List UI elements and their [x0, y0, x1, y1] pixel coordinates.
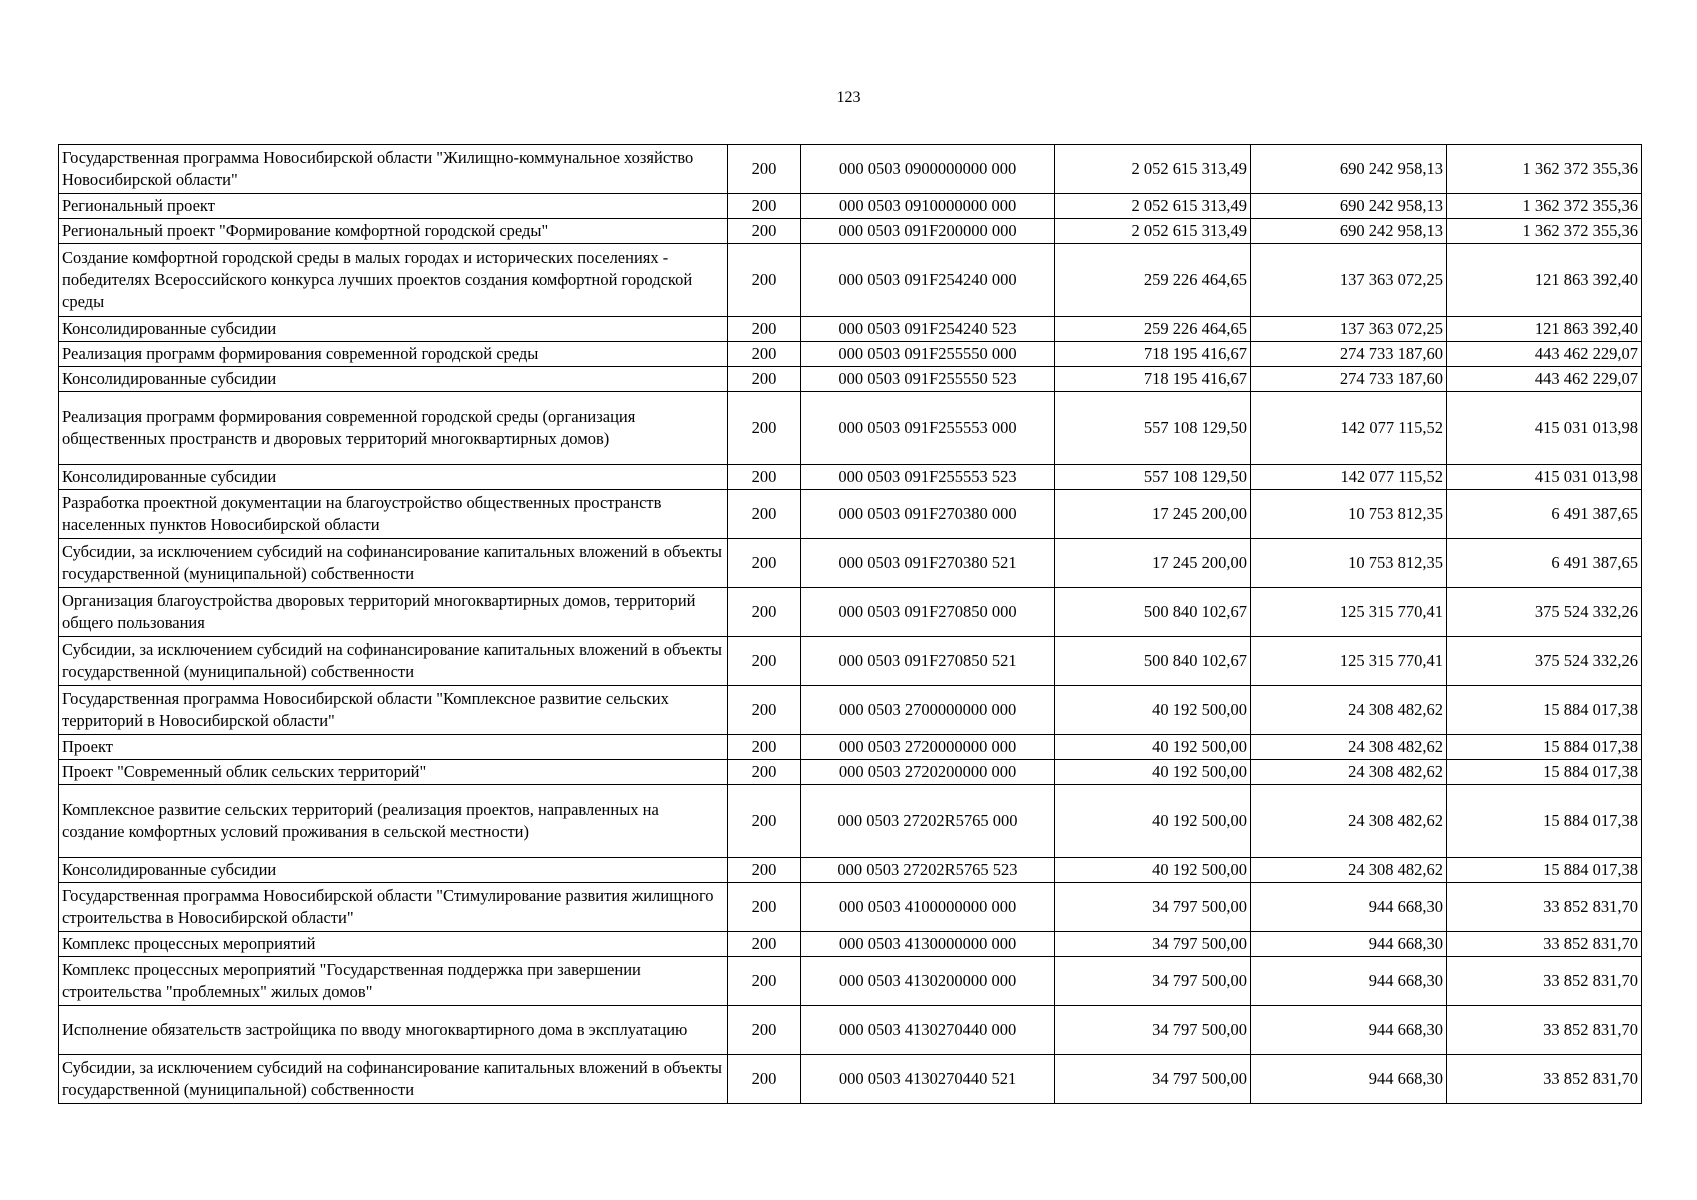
- row-approved-amount-cell: 2 052 615 313,49: [1055, 194, 1251, 219]
- row-approved-amount-cell: 500 840 102,67: [1055, 588, 1251, 637]
- row-executed-amount-cell: 944 668,30: [1251, 1006, 1447, 1055]
- row-remaining-amount-cell: 33 852 831,70: [1447, 1055, 1642, 1104]
- row-approved-amount-cell: 40 192 500,00: [1055, 858, 1251, 883]
- row-executed-amount-cell: 142 077 115,52: [1251, 392, 1447, 465]
- row-name-cell: Консолидированные субсидии: [59, 858, 728, 883]
- row-name-cell: Комплексное развитие сельских территорий (реализация проектов, направленных на создание комфортных условий проживания в сельской местности): [59, 785, 728, 858]
- row-name-cell: Государственная программа Новосибирской области "Жилищно-коммунальное хозяйство Новосибирской области": [59, 145, 728, 194]
- row-budget-code-cell: 000 0503 27202R5765 523: [801, 858, 1055, 883]
- row-executed-amount-cell: 690 242 958,13: [1251, 219, 1447, 244]
- row-approved-amount-cell: 718 195 416,67: [1055, 367, 1251, 392]
- row-approved-amount-cell: 40 192 500,00: [1055, 760, 1251, 785]
- row-remaining-amount-cell: 33 852 831,70: [1447, 883, 1642, 932]
- table-row: [59, 858, 1642, 883]
- row-admin-code-cell: 200: [728, 342, 801, 367]
- row-executed-amount-cell: 690 242 958,13: [1251, 194, 1447, 219]
- row-executed-amount-cell: 944 668,30: [1251, 932, 1447, 957]
- row-name-cell: Региональный проект "Формирование комфортной городской среды": [59, 219, 728, 244]
- table-row: [59, 588, 1642, 637]
- row-remaining-amount-cell: 1 362 372 355,36: [1447, 145, 1642, 194]
- row-remaining-amount-cell: 15 884 017,38: [1447, 785, 1642, 858]
- table-row: [59, 1055, 1642, 1104]
- row-budget-code-cell: 000 0503 0910000000 000: [801, 194, 1055, 219]
- row-name-cell: Организация благоустройства дворовых территорий многоквартирных домов, территорий общего пользования: [59, 588, 728, 637]
- row-name-cell: Реализация программ формирования современной городской среды: [59, 342, 728, 367]
- row-name-cell: Исполнение обязательств застройщика по вводу многоквартирного дома в эксплуатацию: [59, 1006, 728, 1055]
- row-admin-code-cell: 200: [728, 957, 801, 1006]
- row-approved-amount-cell: 2 052 615 313,49: [1055, 145, 1251, 194]
- row-name-cell: Государственная программа Новосибирской области "Стимулирование развития жилищного строительства в Новосибирской области": [59, 883, 728, 932]
- row-remaining-amount-cell: 6 491 387,65: [1447, 539, 1642, 588]
- row-admin-code-cell: 200: [728, 858, 801, 883]
- table-row: [59, 785, 1642, 858]
- row-budget-code-cell: 000 0503 2720200000 000: [801, 760, 1055, 785]
- row-name-cell: Консолидированные субсидии: [59, 317, 728, 342]
- row-approved-amount-cell: 34 797 500,00: [1055, 932, 1251, 957]
- row-budget-code-cell: 000 0503 091F200000 000: [801, 219, 1055, 244]
- row-remaining-amount-cell: 33 852 831,70: [1447, 957, 1642, 1006]
- row-executed-amount-cell: 125 315 770,41: [1251, 588, 1447, 637]
- row-remaining-amount-cell: 33 852 831,70: [1447, 1006, 1642, 1055]
- row-name-cell: Проект "Современный облик сельских территорий": [59, 760, 728, 785]
- table-row: [59, 145, 1642, 194]
- row-remaining-amount-cell: 121 863 392,40: [1447, 317, 1642, 342]
- row-name-cell: Разработка проектной документации на благоустройство общественных пространств населенных пунктов Новосибирской области: [59, 490, 728, 539]
- row-budget-code-cell: 000 0503 091F255553 000: [801, 392, 1055, 465]
- row-admin-code-cell: 200: [728, 392, 801, 465]
- table-row: [59, 686, 1642, 735]
- row-admin-code-cell: 200: [728, 588, 801, 637]
- row-remaining-amount-cell: 15 884 017,38: [1447, 686, 1642, 735]
- row-approved-amount-cell: 500 840 102,67: [1055, 637, 1251, 686]
- row-admin-code-cell: 200: [728, 490, 801, 539]
- row-name-cell: Комплекс процессных мероприятий "Государственная поддержка при завершении строительства "проблемных" жилых домов": [59, 957, 728, 1006]
- row-admin-code-cell: 200: [728, 539, 801, 588]
- row-admin-code-cell: 200: [728, 1006, 801, 1055]
- row-admin-code-cell: 200: [728, 686, 801, 735]
- row-budget-code-cell: 000 0503 091F255550 523: [801, 367, 1055, 392]
- row-remaining-amount-cell: 375 524 332,26: [1447, 588, 1642, 637]
- row-remaining-amount-cell: 443 462 229,07: [1447, 367, 1642, 392]
- table-row: [59, 194, 1642, 219]
- row-name-cell: Региональный проект: [59, 194, 728, 219]
- row-approved-amount-cell: 34 797 500,00: [1055, 957, 1251, 1006]
- row-name-cell: Субсидии, за исключением субсидий на софинансирование капитальных вложений в объекты государственной (муниципальной) собственности: [59, 1055, 728, 1104]
- row-approved-amount-cell: 2 052 615 313,49: [1055, 219, 1251, 244]
- row-name-cell: Государственная программа Новосибирской области "Комплексное развитие сельских территорий в Новосибирской области": [59, 686, 728, 735]
- row-budget-code-cell: 000 0503 4130000000 000: [801, 932, 1055, 957]
- row-admin-code-cell: 200: [728, 760, 801, 785]
- row-budget-code-cell: 000 0503 2700000000 000: [801, 686, 1055, 735]
- row-budget-code-cell: 000 0503 091F270850 521: [801, 637, 1055, 686]
- row-approved-amount-cell: 259 226 464,65: [1055, 244, 1251, 317]
- row-remaining-amount-cell: 15 884 017,38: [1447, 760, 1642, 785]
- row-approved-amount-cell: 34 797 500,00: [1055, 883, 1251, 932]
- row-name-cell: Комплекс процессных мероприятий: [59, 932, 728, 957]
- row-approved-amount-cell: 557 108 129,50: [1055, 392, 1251, 465]
- row-admin-code-cell: 200: [728, 145, 801, 194]
- row-admin-code-cell: 200: [728, 367, 801, 392]
- row-name-cell: Проект: [59, 735, 728, 760]
- row-executed-amount-cell: 10 753 812,35: [1251, 490, 1447, 539]
- row-executed-amount-cell: 24 308 482,62: [1251, 735, 1447, 760]
- table-row: [59, 244, 1642, 317]
- row-approved-amount-cell: 34 797 500,00: [1055, 1055, 1251, 1104]
- row-budget-code-cell: 000 0503 27202R5765 000: [801, 785, 1055, 858]
- row-approved-amount-cell: 40 192 500,00: [1055, 686, 1251, 735]
- table-row: [59, 490, 1642, 539]
- row-remaining-amount-cell: 121 863 392,40: [1447, 244, 1642, 317]
- table-row: [59, 760, 1642, 785]
- row-remaining-amount-cell: 33 852 831,70: [1447, 932, 1642, 957]
- row-admin-code-cell: 200: [728, 465, 801, 490]
- row-budget-code-cell: 000 0503 091F270380 521: [801, 539, 1055, 588]
- table-row: [59, 392, 1642, 465]
- row-admin-code-cell: 200: [728, 317, 801, 342]
- row-executed-amount-cell: 142 077 115,52: [1251, 465, 1447, 490]
- row-name-cell: Реализация программ формирования современной городской среды (организация общественных пространств и дворовых территорий многоквартирных домов): [59, 392, 728, 465]
- row-budget-code-cell: 000 0503 0900000000 000: [801, 145, 1055, 194]
- row-budget-code-cell: 000 0503 2720000000 000: [801, 735, 1055, 760]
- row-approved-amount-cell: 40 192 500,00: [1055, 785, 1251, 858]
- table-row: [59, 342, 1642, 367]
- row-executed-amount-cell: 274 733 187,60: [1251, 367, 1447, 392]
- row-executed-amount-cell: 24 308 482,62: [1251, 686, 1447, 735]
- row-executed-amount-cell: 944 668,30: [1251, 1055, 1447, 1104]
- row-admin-code-cell: 200: [728, 932, 801, 957]
- row-remaining-amount-cell: 443 462 229,07: [1447, 342, 1642, 367]
- row-admin-code-cell: 200: [728, 1055, 801, 1104]
- row-budget-code-cell: 000 0503 4100000000 000: [801, 883, 1055, 932]
- row-executed-amount-cell: 944 668,30: [1251, 957, 1447, 1006]
- row-admin-code-cell: 200: [728, 785, 801, 858]
- table-row: [59, 883, 1642, 932]
- row-name-cell: Создание комфортной городской среды в малых городах и исторических поселениях - победителях Всероссийского конкурса лучших проектов создания комфортной городской среды: [59, 244, 728, 317]
- row-executed-amount-cell: 24 308 482,62: [1251, 858, 1447, 883]
- row-admin-code-cell: 200: [728, 637, 801, 686]
- row-budget-code-cell: 000 0503 091F254240 000: [801, 244, 1055, 317]
- row-budget-code-cell: 000 0503 091F270850 000: [801, 588, 1055, 637]
- table-row: [59, 367, 1642, 392]
- row-approved-amount-cell: 17 245 200,00: [1055, 490, 1251, 539]
- row-budget-code-cell: 000 0503 4130270440 000: [801, 1006, 1055, 1055]
- row-executed-amount-cell: 24 308 482,62: [1251, 760, 1447, 785]
- row-executed-amount-cell: 944 668,30: [1251, 883, 1447, 932]
- row-executed-amount-cell: 274 733 187,60: [1251, 342, 1447, 367]
- row-executed-amount-cell: 125 315 770,41: [1251, 637, 1447, 686]
- table-row: [59, 957, 1642, 1006]
- row-remaining-amount-cell: 15 884 017,38: [1447, 858, 1642, 883]
- row-admin-code-cell: 200: [728, 194, 801, 219]
- row-budget-code-cell: 000 0503 4130270440 521: [801, 1055, 1055, 1104]
- row-name-cell: Субсидии, за исключением субсидий на софинансирование капитальных вложений в объекты государственной (муниципальной) собственности: [59, 637, 728, 686]
- row-remaining-amount-cell: 6 491 387,65: [1447, 490, 1642, 539]
- row-approved-amount-cell: 17 245 200,00: [1055, 539, 1251, 588]
- row-approved-amount-cell: 40 192 500,00: [1055, 735, 1251, 760]
- table-row: [59, 1006, 1642, 1055]
- row-remaining-amount-cell: 15 884 017,38: [1447, 735, 1642, 760]
- table-row: [59, 735, 1642, 760]
- row-executed-amount-cell: 690 242 958,13: [1251, 145, 1447, 194]
- row-remaining-amount-cell: 415 031 013,98: [1447, 392, 1642, 465]
- row-approved-amount-cell: 259 226 464,65: [1055, 317, 1251, 342]
- table-row: [59, 317, 1642, 342]
- row-name-cell: Консолидированные субсидии: [59, 367, 728, 392]
- budget-table-body: [59, 145, 1642, 1104]
- row-approved-amount-cell: 718 195 416,67: [1055, 342, 1251, 367]
- row-approved-amount-cell: 557 108 129,50: [1055, 465, 1251, 490]
- table-row: [59, 219, 1642, 244]
- row-budget-code-cell: 000 0503 091F270380 000: [801, 490, 1055, 539]
- row-name-cell: Субсидии, за исключением субсидий на софинансирование капитальных вложений в объекты государственной (муниципальной) собственности: [59, 539, 728, 588]
- table-row: [59, 465, 1642, 490]
- row-admin-code-cell: 200: [728, 735, 801, 760]
- table-row: [59, 932, 1642, 957]
- page-number: 123: [836, 89, 861, 106]
- row-admin-code-cell: 200: [728, 883, 801, 932]
- row-remaining-amount-cell: 1 362 372 355,36: [1447, 194, 1642, 219]
- row-remaining-amount-cell: 1 362 372 355,36: [1447, 219, 1642, 244]
- row-admin-code-cell: 200: [728, 219, 801, 244]
- table-row: [59, 539, 1642, 588]
- row-executed-amount-cell: 10 753 812,35: [1251, 539, 1447, 588]
- row-budget-code-cell: 000 0503 4130200000 000: [801, 957, 1055, 1006]
- row-budget-code-cell: 000 0503 091F255553 523: [801, 465, 1055, 490]
- row-admin-code-cell: 200: [728, 244, 801, 317]
- row-approved-amount-cell: 34 797 500,00: [1055, 1006, 1251, 1055]
- row-budget-code-cell: 000 0503 091F254240 523: [801, 317, 1055, 342]
- row-remaining-amount-cell: 375 524 332,26: [1447, 637, 1642, 686]
- row-budget-code-cell: 000 0503 091F255550 000: [801, 342, 1055, 367]
- row-name-cell: Консолидированные субсидии: [59, 465, 728, 490]
- row-executed-amount-cell: 24 308 482,62: [1251, 785, 1447, 858]
- row-remaining-amount-cell: 415 031 013,98: [1447, 465, 1642, 490]
- table-row: [59, 637, 1642, 686]
- row-executed-amount-cell: 137 363 072,25: [1251, 244, 1447, 317]
- row-executed-amount-cell: 137 363 072,25: [1251, 317, 1447, 342]
- budget-table: [58, 144, 1642, 1104]
